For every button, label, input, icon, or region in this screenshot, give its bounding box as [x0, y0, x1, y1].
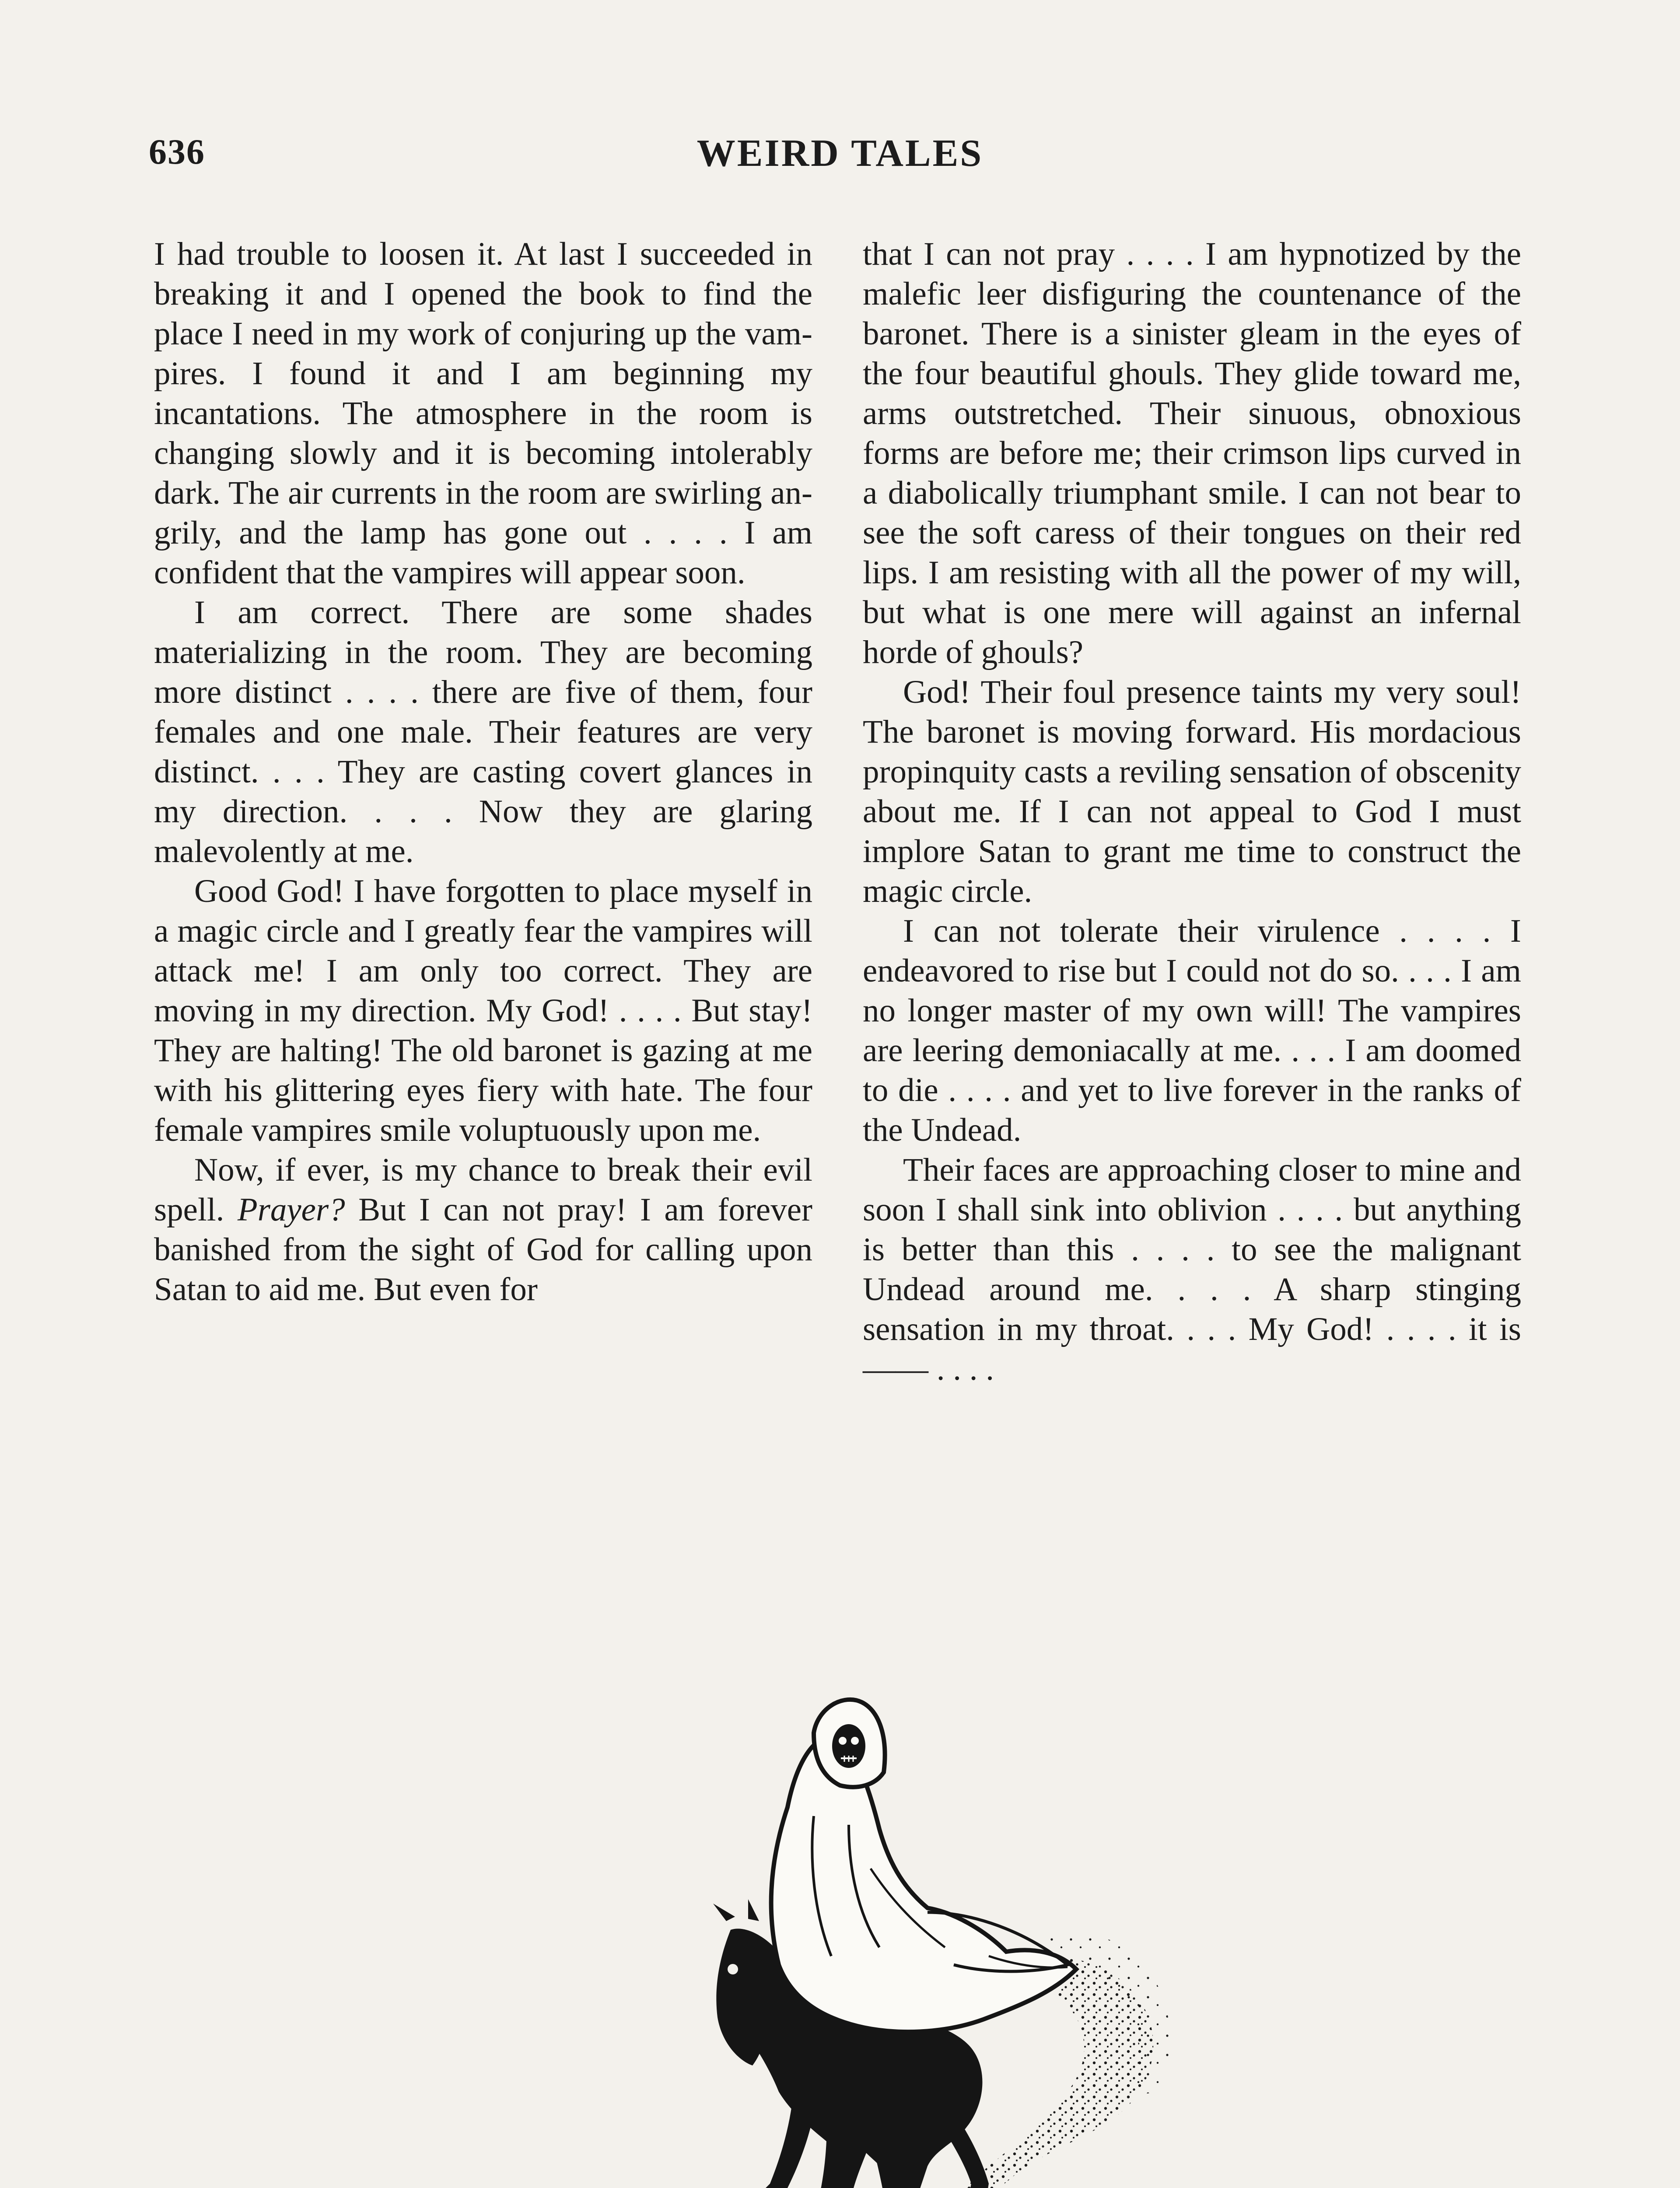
right-column: [863, 234, 1521, 1389]
paragraph: Their faces are approaching closer to mine and soon I shall sink into oblivion . . . . but anything is better than this . . . . to see the malignant Undead around me. . . . A sharp stinging sensation in my throat. . . . My God! . . . . it is—— . . . .: [863, 1152, 1521, 1387]
paragraph-text: Now, if ever, is my chance to break their evil spell.: [154, 1152, 812, 1228]
hooded-skeleton-rider-on-horse-icon: [682, 1685, 1190, 2188]
paragraph: I can not tolerate their virulence . . . . I endeavored to rise but I could not do so. . . . I am no longer master of my own will! The vampires are leering demoniacally at me. . . . I am doomed to die . . . . and yet to live forever in the ranks of the Undead.: [863, 913, 1521, 1148]
left-column: [154, 234, 812, 1309]
paragraph: God! Their foul presence taints my very soul! The baronet is moving forward. His mordacious propinquity casts a reviling sensation of obscenity about me. If I can not appeal to God I must implore Satan to grant me time to construct the magic circle.: [863, 674, 1521, 909]
paragraph: Good God! I have forgotten to place myself in a magic circle and I greatly fear the vampires will attack me! I am only too correct. They are moving in my direction. My God! . . . . But stay! They are halting! The old baronet is gazing at me with his glittering eyes fiery with hate. The four female vampires smile voluptuously upon me.: [154, 873, 812, 1148]
emphasis-text: Prayer?: [237, 1192, 345, 1228]
paragraph: I am correct. There are some shades materializing in the room. They are becoming more distinct . . . . there are five of them, four females and one male. Their features are very distinct. . . . They are casting covert glances in my direction. . . . Now they are glaring malevolently at me.: [154, 594, 812, 870]
paragraph-text: But I can not pray! I am forever banished from the sight of God for calling upon Satan to aid me. But even for: [154, 1192, 812, 1308]
paragraph: [154, 1150, 812, 1309]
paragraph: that I can not pray . . . . I am hypnotized by the malefic leer disfiguring the countenance of the baronet. There is a sinister gleam in the eyes of the four beautiful ghouls. They glide toward me, arms outstretched. Their sinuous, obnoxious forms are before me; their crimson lips curved in a diabolically triumphant smile. I can not bear to see the soft caress of their tongues on their red lips. I am resisting with all the power of my will, but what is one mere will against an infernal horde of ghouls?: [863, 236, 1521, 670]
running-head: [0, 131, 1680, 184]
magazine-title: WEIRD TALES: [696, 132, 984, 175]
page-number: 636: [149, 132, 205, 172]
paragraph: I had trouble to loosen it. At last I succeeded in breaking it and I opened the book to find the place I need in my work of conjuring up the vampires. I found it and I am beginning my incantations. The atmosphere in the room is changing slowly and it is becoming intolerably dark. The air currents in the room are swirling angrily, and the lamp has gone out . . . . I am confident that the vampires will appear soon.: [154, 236, 812, 591]
